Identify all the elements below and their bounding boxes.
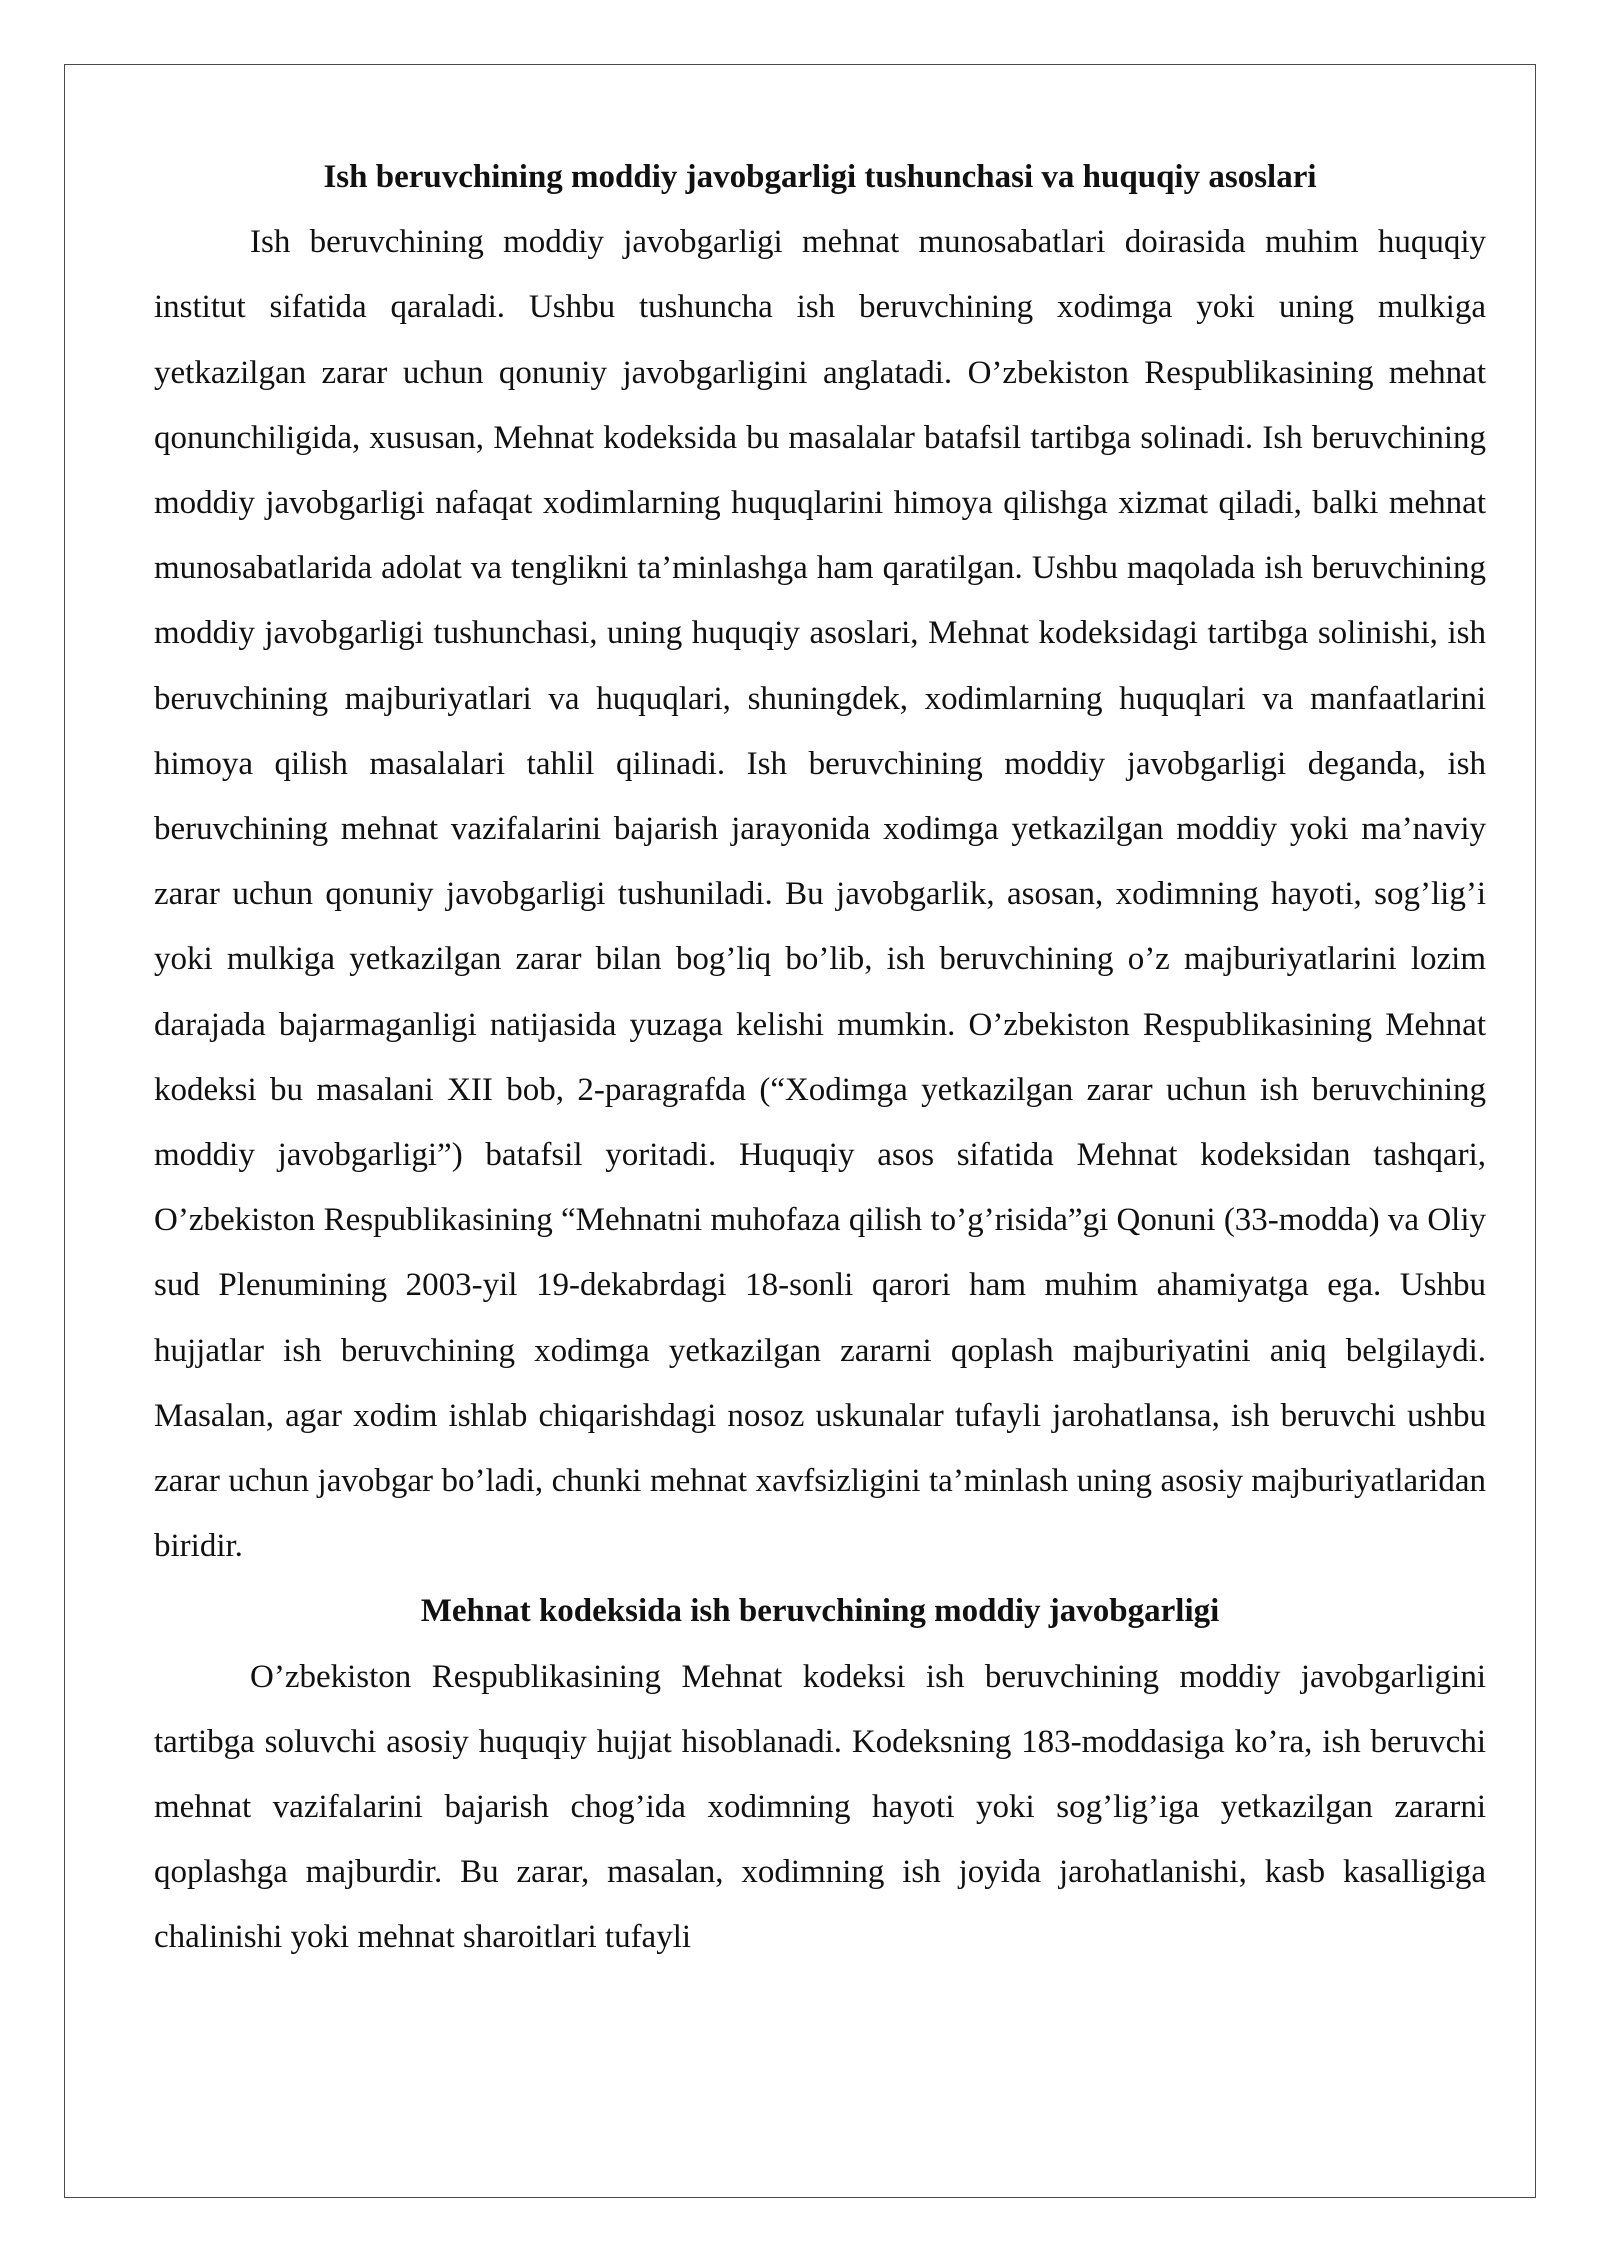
- section-heading-1: Ish beruvchining moddiy javobgarligi tushunchasi va huquqiy asoslari: [323, 159, 1317, 195]
- section-heading-2: Mehnat kodeksida ish beruvchining moddiy javobgarligi: [420, 1593, 1220, 1630]
- paragraph-2: O’zbekiston Respublikasining Mehnat kodeksi ish beruvchining moddiy javobgarligini tartibga soluvchi asosiy huquqiy hujjat hisoblanadi. Kodeksning 183-moddasiga ko’ra, ish beruvchi mehnat vazifalarini bajarish chog’ida xodimning hayoti yoki sog’lig’iga yetkazilgan zararni qoplashga majburdir. Bu zarar, masalan, xodimning ish joyida jarohatlanishi, kasb kasalligiga chalinishi yoki mehnat sharoitlari tufayli: [154, 1658, 1486, 1956]
- document-body: [154, 145, 1486, 1971]
- paragraph-1: Ish beruvchining moddiy javobgarligi mehnat munosabatlari doirasida muhim huquqiy institut sifatida qaraladi. Ushbu tushuncha ish beruvchining xodimga yoki uning mulkiga yetkazilgan zarar uchun qonuniy javobgarligini anglatadi. O’zbekiston Respublikasining mehnat qonunchiligida, xususan, Mehnat kodeksida bu masalalar batafsil tartibga solinadi. Ish beruvchining moddiy javobgarligi nafaqat xodimlarning huquqlarini himoya qilishga xizmat qiladi, balki mehnat munosabatlarida adolat va tenglikni ta’minlashga ham qaratilgan. Ushbu maqolada ish beruvchining moddiy javobgarligi tushunchasi, uning huquqiy asoslari, Mehnat kodeksidagi tartibga solinishi, ish beruvchining majburiyatlari va huquqlari, shuningdek, xodimlarning huquqlari va manfaatlarini himoya qilish masalalari tahlil qilinadi. Ish beruvchining moddiy javobgarligi deganda, ish beruvchining mehnat vazifalarini bajarish jarayonida xodimga yetkazilgan moddiy yoki ma’naviy zarar uchun qonuniy javobgarligi tushuniladi. Bu javobgarlik, asosan, xodimning hayoti, sog’lig’i yoki mulkiga yetkazilgan zarar bilan bog’liq bo’lib, ish beruvchining o’z majburiyatlarini lozim darajada bajarmaganligi natijasida yuzaga kelishi mumkin. O’zbekiston Respublikasining Mehnat kodeksi bu masalani XII bob, 2-paragrafda (“Xodimga yetkazilgan zarar uchun ish beruvchining moddiy javobgarligi”) batafsil yoritadi. Huquqiy asos sifatida Mehnat kodeksidan tashqari, O’zbekiston Respublikasining “Mehnatni muhofaza qilish to’g’risida”gi Qonuni (33-modda) va Oliy sud Plenumining 2003-yil 19-dekabrdagi 18-sonli qarori ham muhim ahamiyatga ega. Ushbu hujjatlar ish beruvchining xodimga yetkazilgan zararni qoplash majburiyatini aniq belgilaydi. Masalan, agar xodim ishlab chiqarishdagi nosoz uskunalar tufayli jarohatlansa, ish beruvchi ushbu zarar uchun javobgar bo’ladi, chunki mehnat xavfsizligini ta’minlash uning asosiy majburiyatlaridan biridir.: [154, 224, 1486, 1565]
